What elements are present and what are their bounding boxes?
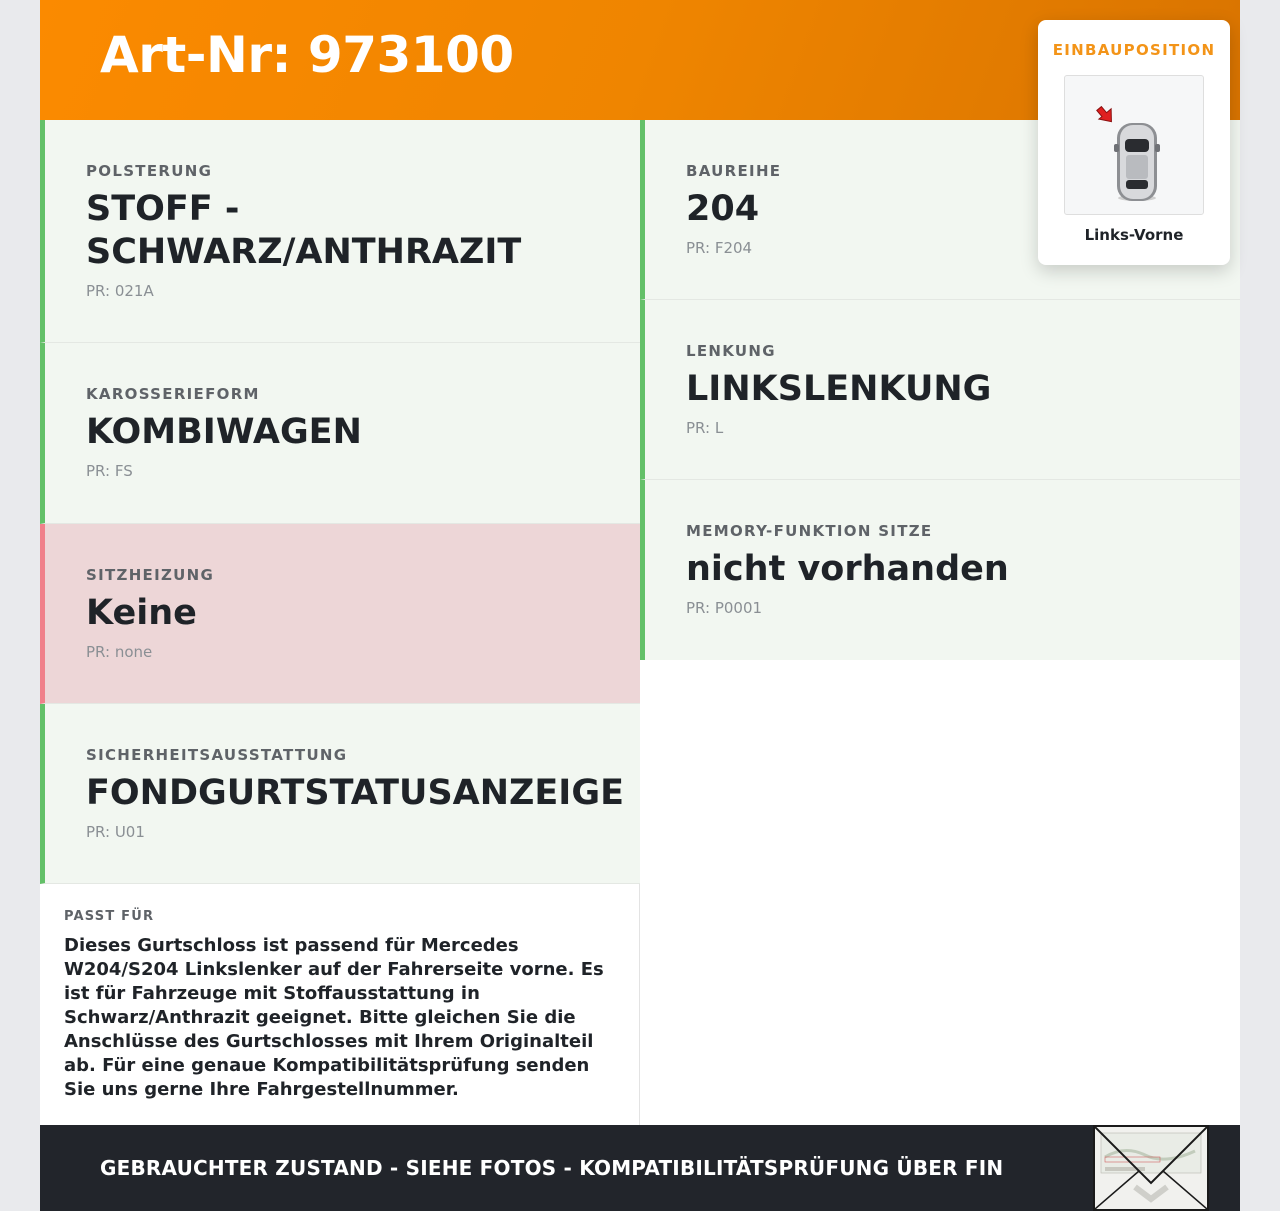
spec-cell-steering xyxy=(640,300,1240,480)
spec-value: nicht vorhanden xyxy=(686,549,1009,589)
spec-label: BAUREIHE xyxy=(686,162,782,180)
spec-pr-code: PR: L xyxy=(686,419,724,437)
spec-cell-upholstery xyxy=(40,120,640,343)
spec-cell-seat-heating xyxy=(40,524,640,704)
article-number-title: Art-Nr: 973100 xyxy=(100,26,514,84)
spec-value: 204 xyxy=(686,189,760,229)
mounting-position-label: Links-Vorne xyxy=(1084,226,1184,244)
spec-value: LINKSLENKUNG xyxy=(686,369,992,409)
spec-pr-code: PR: FS xyxy=(86,462,133,480)
footer-text: GEBRAUCHTER ZUSTAND - SIEHE FOTOS - KOMPATIBILITÄTSPRÜFUNG ÜBER FIN xyxy=(100,1156,1004,1180)
spec-value-line: STOFF - xyxy=(86,189,240,229)
spec-pr-code: PR: P0001 xyxy=(686,599,763,617)
spec-label: SICHERHEITSAUSSTATTUNG xyxy=(86,746,348,764)
spec-pr-code: PR: F204 xyxy=(686,239,753,257)
car-topview-icon xyxy=(1064,75,1204,215)
spec-label: MEMORY-FUNKTION SITZE xyxy=(686,522,933,540)
spec-label: SITZHEIZUNG xyxy=(86,566,215,584)
spec-value: FONDGURTSTATUSANZEIGE xyxy=(86,773,624,813)
fits-description: Dieses Gurtschloss ist passend für Mercedes W204/S204 Linkslenker auf der Fahrerseite vorne. Es ist für Fahrzeuge mit Stoffausstattung in Schwarz/Anthrazit geeignet. Bitte gleichen Sie die Anschlüsse des Gurtschlosses mit Ihrem Originalteil ab. Für eine genaue Kompatibilitätsprüfung senden Sie uns gerne Ihre Fahrgestellnummer. xyxy=(64,935,604,1100)
spec-value-line: SCHWARZ/ANTHRAZIT xyxy=(86,232,522,272)
spec-label: LENKUNG xyxy=(686,342,776,360)
spec-pr-code: PR: none xyxy=(86,643,153,661)
spec-value: KOMBIWAGEN xyxy=(86,412,362,452)
fits-label: PASST FÜR xyxy=(64,909,155,924)
spec-cell-body-style xyxy=(40,343,640,524)
car-topview-svg xyxy=(1065,76,1205,216)
spec-value: Keine xyxy=(86,593,197,633)
spec-label: KAROSSERIEFORM xyxy=(86,385,260,403)
spec-value xyxy=(86,188,631,274)
mounting-position-card xyxy=(1038,20,1230,265)
envelope-svg xyxy=(1095,1127,1207,1209)
product-sheet xyxy=(40,0,1240,1211)
fits-section xyxy=(40,884,640,1125)
mounting-position-title: EINBAUPOSITION xyxy=(1052,41,1216,59)
spec-cell-memory-seats xyxy=(640,480,1240,660)
spec-label: POLSTERUNG xyxy=(86,162,213,180)
footer-bar xyxy=(40,1125,1240,1211)
spec-pr-code: PR: 021A xyxy=(86,282,154,300)
spec-cell-safety-equipment xyxy=(40,704,640,884)
vehicle-document-envelope-icon xyxy=(1093,1125,1209,1211)
spec-pr-code: PR: U01 xyxy=(86,823,145,841)
